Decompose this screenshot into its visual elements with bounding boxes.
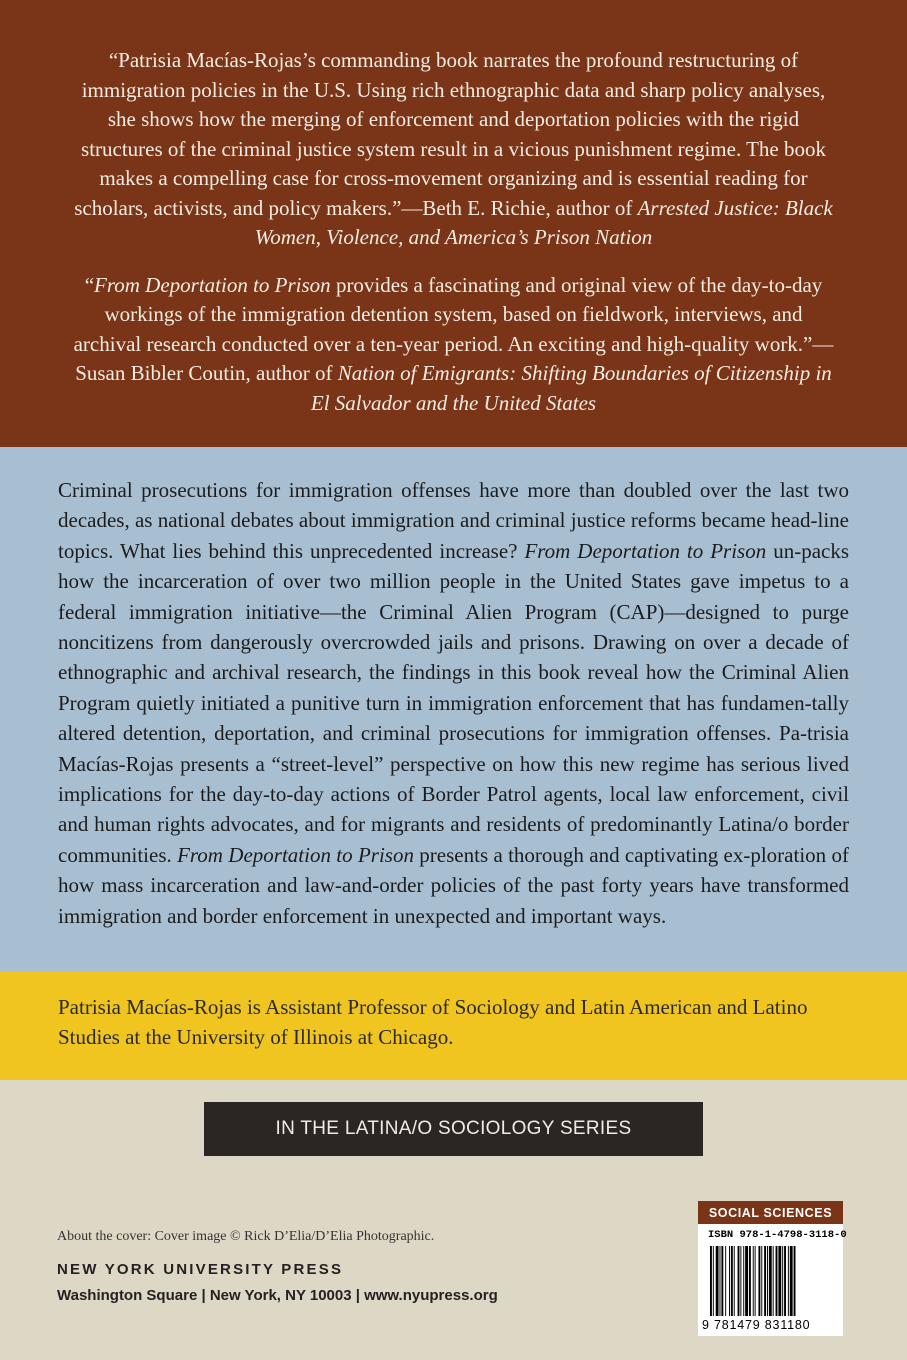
praise-quote-richie	[70, 46, 837, 253]
praise-quote-coutin	[70, 271, 837, 419]
isbn-label: ISBN 978-1-4798-3118-0	[708, 1229, 847, 1241]
category-label: SOCIAL SCIENCES	[698, 1201, 843, 1224]
description-text: presents a thorough and captivating ex-ploration of how mass incarceration and law-and-order policies of the past forty years have transformed immigration and border enforcement in unexpected and important ways.	[58, 842, 849, 928]
author-section	[0, 972, 907, 1080]
quote-text: provides a fascinating and original view of the day-to-day workings of the immigration detention system, based on fieldwork, interviews, and archival research conducted over a ten-year period. An exciting and high-quality work.”—Susan Bibler Coutin, author of	[73, 272, 834, 385]
publisher-address: Washington Square | New York, NY 10003 | www.nyupress.org	[57, 1287, 498, 1304]
quote-book-title: Nation of Emigrants: Shifting Boundaries of Citizenship in El Salvador and the United States	[310, 361, 832, 415]
barcode-panel	[698, 1224, 847, 1336]
praise-section	[0, 0, 907, 447]
quote-book-title: Arrested Justice: Black Women, Violence, and America’s Prison Nation	[254, 195, 833, 249]
description-book-title: From Deportation to Prison	[177, 842, 414, 867]
description-text: un-packs how the incarceration of over two million people in the United States gave impetus to a federal immigration initiative—the Criminal Alien Program (CAP)—designed to purge noncitizens from dangerously overcrowded jails and prisons. Drawing on over a decade of ethnographic and archival research, the findings in this book reveal how the Criminal Alien Program quietly initiated a punitive turn in immigration enforcement that has fundamen-tally altered detention, deportation, and criminal prosecutions for immigration offenses. Pa-trisia Macías-Rojas presents a “street-level” perspective on how this new regime has serious lived implications for the day-to-day actions of Border Patrol agents, local law enforcement, civil and human rights advocates, and for migrants and residents of predominantly Latina/o border communities.	[58, 538, 850, 867]
description-book-title: From Deportation to Prison	[524, 538, 767, 563]
quote-text: “Patrisia Macías-Rojas’s commanding book narrates the profound restructuring of immigration policies in the U.S. Using rich ethnographic data and sharp policy analyses, she shows how the merging of enforcement and deportation policies with the rigid structures of the criminal justice system result in a vicious punishment regime. The book makes a compelling case for cross-movement organizing and is essential reading for scholars, activists, and policy makers.”—Beth E. Richie, author of	[74, 48, 826, 220]
publisher-name: NEW YORK UNIVERSITY PRESS	[57, 1261, 344, 1278]
series-banner: IN THE LATINA/O SOCIOLOGY SERIES	[204, 1102, 703, 1156]
quote-open-mark: “	[84, 272, 95, 297]
description-text: Criminal prosecutions for immigration offenses have more than doubled over the last two decades, as national debates about immigration and criminal justice reforms became head-line topics. What lies behind this unprecedented increase?	[58, 478, 849, 563]
cover-credit: About the cover: Cover image © Rick D’Elia/D’Elia Photographic.	[57, 1229, 435, 1244]
book-description	[58, 475, 849, 931]
barcode-digits: 9 781479 831180	[702, 1318, 811, 1332]
author-bio: Patrisia Macías-Rojas is Assistant Professor of Sociology and Latin American and Latino Studies at the University of Illinois at Chicago.	[58, 995, 808, 1049]
barcode-icon	[710, 1246, 832, 1316]
description-section	[0, 447, 907, 972]
quote-book-title: From Deportation to Prison	[94, 272, 331, 297]
